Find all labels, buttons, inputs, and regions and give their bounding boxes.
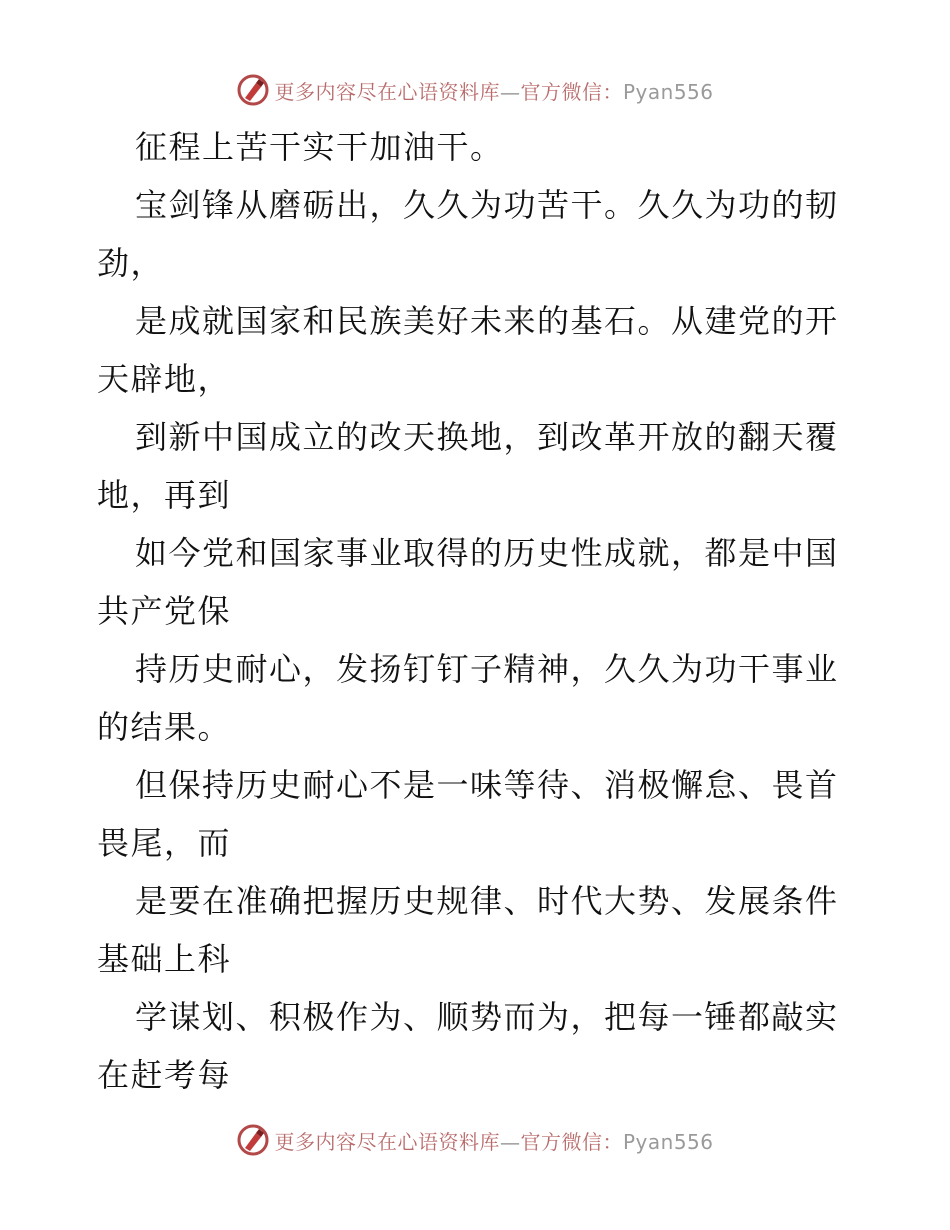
text-line: 但保持历史耐心不是一味等待、消极懈怠、畏首 — [135, 766, 839, 804]
text-line: 基础上科 — [97, 940, 232, 978]
footer-banner-left: 更多内容尽在心语资料库 — [274, 1129, 500, 1154]
text-line: 学谋划、积极作为、顺势而为，把每一锤都敲实 — [135, 998, 839, 1036]
header-banner-right: 官方微信： — [520, 79, 623, 104]
text-line: 宝剑锋从磨砺出，久久为功苦干。久久为功的韧 — [135, 186, 839, 224]
text-line: 共产党保 — [97, 592, 232, 630]
footer-banner-dash: — — [499, 1129, 521, 1154]
text-line: 地，再到 — [97, 476, 232, 514]
text-line: 征程上苦干实干加油干。 — [135, 128, 504, 166]
text-line: 天辟地， — [97, 360, 232, 398]
text-line: 畏尾，而 — [97, 824, 232, 862]
footer-banner-contact: Pyan556 — [622, 1129, 714, 1154]
footer-banner-text — [274, 1126, 713, 1155]
header-banner-text — [274, 76, 713, 105]
header-banner-dash: — — [499, 79, 521, 104]
text-line: 劲， — [97, 244, 165, 282]
header-banner — [0, 70, 950, 110]
header-banner-contact: Pyan556 — [622, 79, 714, 104]
text-line: 持历史耐心，发扬钉钉子精神，久久为功干事业 — [135, 650, 839, 688]
footer-banner — [0, 1120, 950, 1160]
text-line: 在赶考每 — [97, 1056, 232, 1094]
pen-logo-icon — [236, 73, 270, 107]
header-banner-left: 更多内容尽在心语资料库 — [274, 79, 500, 104]
text-line: 是要在准确把握历史规律、时代大势、发展条件 — [135, 882, 839, 920]
footer-banner-right: 官方微信： — [520, 1129, 623, 1154]
text-line: 如今党和国家事业取得的历史性成就，都是中国 — [135, 534, 839, 572]
text-line: 到新中国成立的改天换地，到改革开放的翻天覆 — [135, 418, 839, 456]
pen-logo-icon — [236, 1123, 270, 1157]
document-body — [97, 118, 857, 1104]
text-line: 是成就国家和民族美好未来的基石。从建党的开 — [135, 302, 839, 340]
text-line: 的结果。 — [97, 708, 232, 746]
